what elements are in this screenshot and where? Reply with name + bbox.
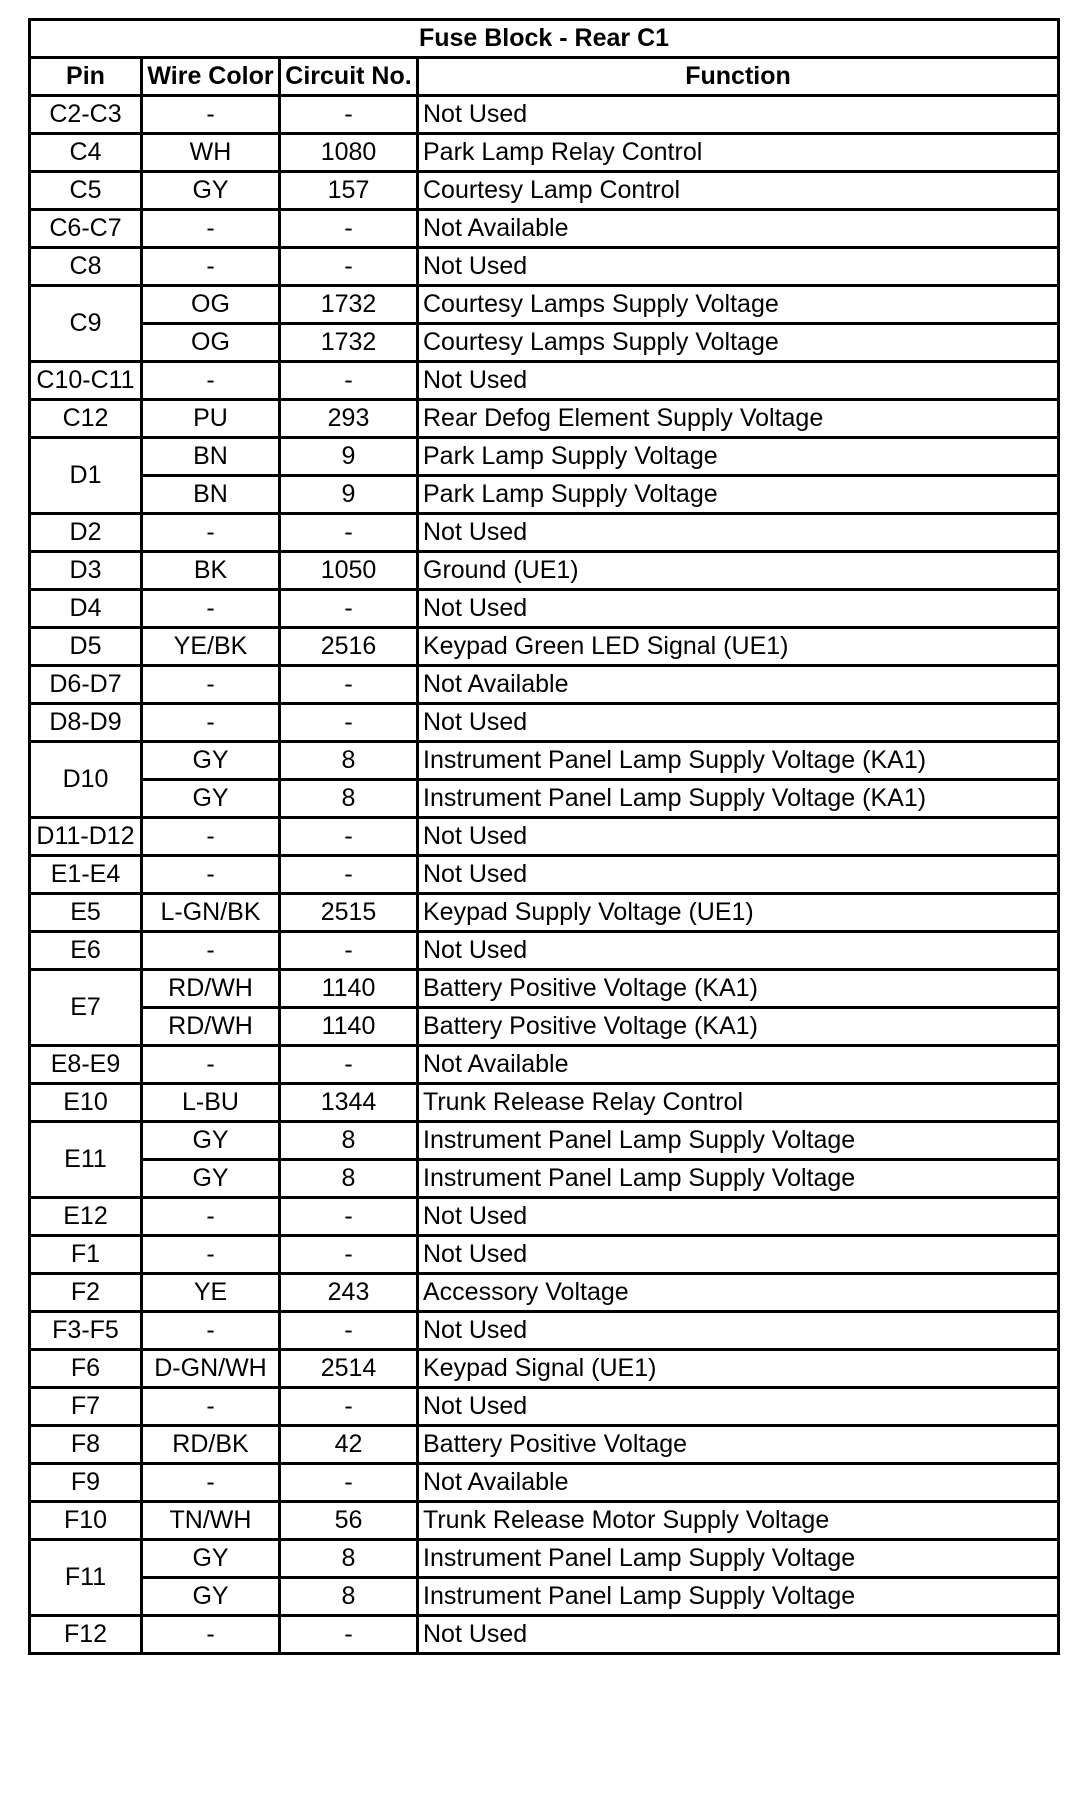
function-cell: Instrument Panel Lamp Supply Voltage — [418, 1122, 1059, 1160]
circuit-no-cell: - — [280, 1046, 418, 1084]
pin-cell: C4 — [30, 134, 142, 172]
table-row — [30, 1312, 1059, 1350]
wire-color-cell: - — [142, 666, 280, 704]
circuit-no-cell: 56 — [280, 1502, 418, 1540]
wire-color-cell: GY — [142, 1540, 280, 1578]
circuit-no-cell: - — [280, 1464, 418, 1502]
pin-cell: F10 — [30, 1502, 142, 1540]
circuit-no-cell: 8 — [280, 1540, 418, 1578]
function-cell: Not Used — [418, 932, 1059, 970]
table-row — [30, 704, 1059, 742]
pin-cell: F2 — [30, 1274, 142, 1312]
table-row — [30, 1540, 1059, 1578]
circuit-no-cell: - — [280, 248, 418, 286]
circuit-no-cell: 1344 — [280, 1084, 418, 1122]
function-cell: Ground (UE1) — [418, 552, 1059, 590]
function-cell: Keypad Supply Voltage (UE1) — [418, 894, 1059, 932]
circuit-no-cell: 8 — [280, 1160, 418, 1198]
function-cell: Not Available — [418, 666, 1059, 704]
circuit-no-cell: - — [280, 96, 418, 134]
function-cell: Instrument Panel Lamp Supply Voltage — [418, 1578, 1059, 1616]
pin-cell: E6 — [30, 932, 142, 970]
pin-cell: F12 — [30, 1616, 142, 1654]
table-row — [30, 400, 1059, 438]
function-cell: Keypad Signal (UE1) — [418, 1350, 1059, 1388]
table-row — [30, 666, 1059, 704]
table-row — [30, 780, 1059, 818]
pin-cell: D10 — [30, 742, 142, 818]
function-cell: Battery Positive Voltage — [418, 1426, 1059, 1464]
wire-color-cell: - — [142, 1464, 280, 1502]
circuit-no-cell: 8 — [280, 780, 418, 818]
pin-cell: D3 — [30, 552, 142, 590]
function-cell: Rear Defog Element Supply Voltage — [418, 400, 1059, 438]
circuit-no-cell: - — [280, 818, 418, 856]
wire-color-cell: - — [142, 1616, 280, 1654]
function-cell: Not Used — [418, 1198, 1059, 1236]
circuit-no-cell: 9 — [280, 438, 418, 476]
circuit-no-cell: - — [280, 210, 418, 248]
table-row — [30, 286, 1059, 324]
wire-color-cell: GY — [142, 780, 280, 818]
function-cell: Instrument Panel Lamp Supply Voltage (KA1) — [418, 742, 1059, 780]
function-cell: Battery Positive Voltage (KA1) — [418, 970, 1059, 1008]
wire-color-cell: - — [142, 362, 280, 400]
function-cell: Courtesy Lamps Supply Voltage — [418, 324, 1059, 362]
function-cell: Instrument Panel Lamp Supply Voltage — [418, 1540, 1059, 1578]
circuit-no-cell: 293 — [280, 400, 418, 438]
circuit-no-cell: 8 — [280, 1578, 418, 1616]
function-cell: Not Used — [418, 96, 1059, 134]
wire-color-cell: - — [142, 932, 280, 970]
function-cell: Accessory Voltage — [418, 1274, 1059, 1312]
wire-color-cell: YE/BK — [142, 628, 280, 666]
wire-color-cell: GY — [142, 1122, 280, 1160]
wire-color-cell: - — [142, 1198, 280, 1236]
wire-color-cell: - — [142, 704, 280, 742]
circuit-no-cell: - — [280, 704, 418, 742]
table-row — [30, 1008, 1059, 1046]
pin-cell: F9 — [30, 1464, 142, 1502]
table-row — [30, 1350, 1059, 1388]
circuit-no-cell: - — [280, 590, 418, 628]
table-row — [30, 894, 1059, 932]
pin-cell: F11 — [30, 1540, 142, 1616]
pin-cell: E12 — [30, 1198, 142, 1236]
pin-cell: D5 — [30, 628, 142, 666]
circuit-no-cell: 1140 — [280, 1008, 418, 1046]
pin-cell: F1 — [30, 1236, 142, 1274]
table-row — [30, 438, 1059, 476]
pin-cell: F6 — [30, 1350, 142, 1388]
pin-cell: F3-F5 — [30, 1312, 142, 1350]
pin-cell: C12 — [30, 400, 142, 438]
wire-color-cell: L-GN/BK — [142, 894, 280, 932]
pin-cell: E7 — [30, 970, 142, 1046]
wire-color-cell: - — [142, 1046, 280, 1084]
wire-color-cell: BK — [142, 552, 280, 590]
table-row — [30, 1274, 1059, 1312]
wire-color-cell: OG — [142, 324, 280, 362]
table-row — [30, 1388, 1059, 1426]
function-cell: Not Used — [418, 1236, 1059, 1274]
circuit-no-cell: - — [280, 1198, 418, 1236]
pin-cell: E8-E9 — [30, 1046, 142, 1084]
circuit-no-cell: 1080 — [280, 134, 418, 172]
table-row — [30, 628, 1059, 666]
circuit-no-cell: - — [280, 932, 418, 970]
pin-cell: D11-D12 — [30, 818, 142, 856]
function-cell: Trunk Release Motor Supply Voltage — [418, 1502, 1059, 1540]
table-row — [30, 970, 1059, 1008]
pin-cell: C6-C7 — [30, 210, 142, 248]
pin-cell: E5 — [30, 894, 142, 932]
table-row — [30, 1046, 1059, 1084]
pin-cell: D2 — [30, 514, 142, 552]
table-row — [30, 1084, 1059, 1122]
wire-color-cell: GY — [142, 1578, 280, 1616]
circuit-no-cell: - — [280, 856, 418, 894]
table-row — [30, 1616, 1059, 1654]
table-row — [30, 1502, 1059, 1540]
wire-color-cell: BN — [142, 438, 280, 476]
wire-color-cell: - — [142, 210, 280, 248]
wire-color-cell: GY — [142, 172, 280, 210]
wire-color-cell: - — [142, 856, 280, 894]
function-cell: Not Used — [418, 1312, 1059, 1350]
circuit-no-cell: 157 — [280, 172, 418, 210]
pin-cell: F7 — [30, 1388, 142, 1426]
table-row — [30, 210, 1059, 248]
table-header-row — [30, 58, 1059, 96]
function-cell: Not Used — [418, 856, 1059, 894]
table-row — [30, 818, 1059, 856]
function-cell: Not Used — [418, 1616, 1059, 1654]
table-row — [30, 476, 1059, 514]
wire-color-cell: - — [142, 514, 280, 552]
wire-color-cell: GY — [142, 742, 280, 780]
function-cell: Not Used — [418, 704, 1059, 742]
table-row — [30, 552, 1059, 590]
function-cell: Courtesy Lamp Control — [418, 172, 1059, 210]
wire-color-cell: PU — [142, 400, 280, 438]
function-cell: Park Lamp Relay Control — [418, 134, 1059, 172]
pin-cell: C5 — [30, 172, 142, 210]
header-pin: Pin — [30, 58, 142, 96]
wire-color-cell: - — [142, 818, 280, 856]
table-row — [30, 96, 1059, 134]
circuit-no-cell: - — [280, 362, 418, 400]
circuit-no-cell: 8 — [280, 1122, 418, 1160]
function-cell: Trunk Release Relay Control — [418, 1084, 1059, 1122]
wire-color-cell: - — [142, 1388, 280, 1426]
wire-color-cell: OG — [142, 286, 280, 324]
function-cell: Not Used — [418, 362, 1059, 400]
circuit-no-cell: 243 — [280, 1274, 418, 1312]
wire-color-cell: - — [142, 590, 280, 628]
table-body — [30, 96, 1059, 1654]
pin-cell: E1-E4 — [30, 856, 142, 894]
header-function: Function — [418, 58, 1059, 96]
wire-color-cell: GY — [142, 1160, 280, 1198]
circuit-no-cell: 1050 — [280, 552, 418, 590]
function-cell: Not Available — [418, 1464, 1059, 1502]
circuit-no-cell: 8 — [280, 742, 418, 780]
circuit-no-cell: - — [280, 1388, 418, 1426]
function-cell: Not Available — [418, 210, 1059, 248]
pin-cell: F8 — [30, 1426, 142, 1464]
circuit-no-cell: 1732 — [280, 286, 418, 324]
table-row — [30, 1578, 1059, 1616]
function-cell: Not Available — [418, 1046, 1059, 1084]
connector-pinout-table — [28, 18, 1060, 1655]
pin-cell: D8-D9 — [30, 704, 142, 742]
table-row — [30, 1198, 1059, 1236]
pin-cell: E10 — [30, 1084, 142, 1122]
header-circuit-no: Circuit No. — [280, 58, 418, 96]
circuit-no-cell: 9 — [280, 476, 418, 514]
pin-cell: D1 — [30, 438, 142, 514]
header-wire-color: Wire Color — [142, 58, 280, 96]
pin-cell: C10-C11 — [30, 362, 142, 400]
function-cell: Not Used — [418, 514, 1059, 552]
pin-cell: D4 — [30, 590, 142, 628]
pin-cell: E11 — [30, 1122, 142, 1198]
function-cell: Keypad Green LED Signal (UE1) — [418, 628, 1059, 666]
wire-color-cell: - — [142, 248, 280, 286]
table-row — [30, 324, 1059, 362]
table-row — [30, 742, 1059, 780]
wire-color-cell: BN — [142, 476, 280, 514]
table-row — [30, 932, 1059, 970]
function-cell: Instrument Panel Lamp Supply Voltage — [418, 1160, 1059, 1198]
pin-cell: D6-D7 — [30, 666, 142, 704]
wire-color-cell: TN/WH — [142, 1502, 280, 1540]
table-row — [30, 1122, 1059, 1160]
wire-color-cell: YE — [142, 1274, 280, 1312]
wire-color-cell: - — [142, 1312, 280, 1350]
table-row — [30, 172, 1059, 210]
pin-cell: C9 — [30, 286, 142, 362]
circuit-no-cell: 42 — [280, 1426, 418, 1464]
table-title-row — [30, 20, 1059, 58]
table-row — [30, 590, 1059, 628]
circuit-no-cell: 2516 — [280, 628, 418, 666]
pin-cell: C8 — [30, 248, 142, 286]
table-row — [30, 514, 1059, 552]
circuit-no-cell: - — [280, 1236, 418, 1274]
function-cell: Instrument Panel Lamp Supply Voltage (KA1) — [418, 780, 1059, 818]
function-cell: Not Used — [418, 248, 1059, 286]
function-cell: Not Used — [418, 1388, 1059, 1426]
circuit-no-cell: 1140 — [280, 970, 418, 1008]
circuit-no-cell: - — [280, 1312, 418, 1350]
table-row — [30, 1236, 1059, 1274]
function-cell: Park Lamp Supply Voltage — [418, 476, 1059, 514]
table-row — [30, 1426, 1059, 1464]
function-cell: Courtesy Lamps Supply Voltage — [418, 286, 1059, 324]
table-row — [30, 1160, 1059, 1198]
circuit-no-cell: - — [280, 1616, 418, 1654]
wire-color-cell: - — [142, 1236, 280, 1274]
wire-color-cell: RD/BK — [142, 1426, 280, 1464]
table-title: Fuse Block - Rear C1 — [30, 20, 1059, 58]
wire-color-cell: WH — [142, 134, 280, 172]
wire-color-cell: L-BU — [142, 1084, 280, 1122]
circuit-no-cell: 1732 — [280, 324, 418, 362]
table-row — [30, 248, 1059, 286]
function-cell: Battery Positive Voltage (KA1) — [418, 1008, 1059, 1046]
table-row — [30, 1464, 1059, 1502]
wire-color-cell: RD/WH — [142, 1008, 280, 1046]
table-row — [30, 362, 1059, 400]
function-cell: Not Used — [418, 818, 1059, 856]
table-row — [30, 134, 1059, 172]
circuit-no-cell: - — [280, 514, 418, 552]
circuit-no-cell: 2514 — [280, 1350, 418, 1388]
circuit-no-cell: 2515 — [280, 894, 418, 932]
circuit-no-cell: - — [280, 666, 418, 704]
wire-color-cell: RD/WH — [142, 970, 280, 1008]
pin-cell: C2-C3 — [30, 96, 142, 134]
wire-color-cell: - — [142, 96, 280, 134]
wire-color-cell: D-GN/WH — [142, 1350, 280, 1388]
function-cell: Park Lamp Supply Voltage — [418, 438, 1059, 476]
function-cell: Not Used — [418, 590, 1059, 628]
table-row — [30, 856, 1059, 894]
